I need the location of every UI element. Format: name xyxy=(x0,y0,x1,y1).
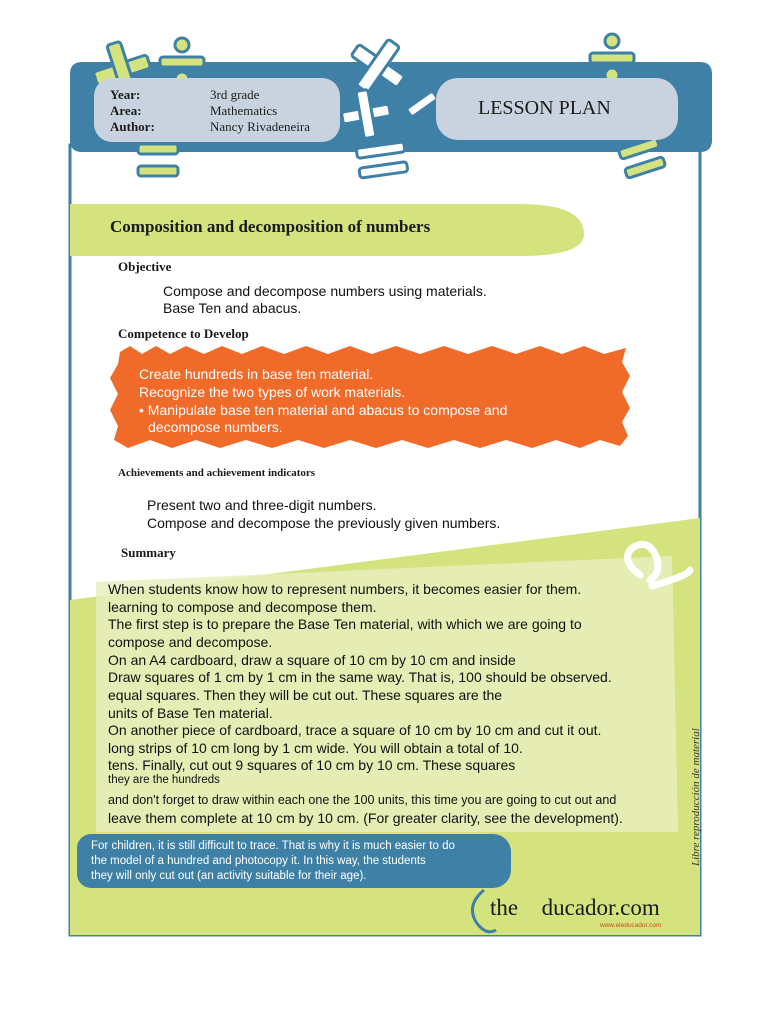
header-info-box xyxy=(94,78,340,142)
summary-line: they are the hundreds xyxy=(108,774,220,786)
year-label: Year: xyxy=(110,87,141,102)
competence-line: Create hundreds in base ten material. xyxy=(139,366,374,382)
competence-line: Recognize the two types of work materials. xyxy=(139,384,406,400)
summary-line: units of Base Ten material. xyxy=(108,705,273,721)
area-value: Mathematics xyxy=(210,103,278,118)
note-box xyxy=(77,834,511,888)
author-label: Author: xyxy=(110,119,155,134)
logo-suffix: ducador.com xyxy=(541,895,660,920)
objective-line: Base Ten and abacus. xyxy=(163,300,302,316)
summary-line: The first step is to prepare the Base Ten material, with which we are going to xyxy=(108,616,582,632)
summary-line: When students know how to represent numbers, it becomes easier for them. xyxy=(108,581,582,597)
area-label: Area: xyxy=(110,103,142,118)
year-value: 3rd grade xyxy=(210,87,260,102)
author-value: Nancy Rivadeneira xyxy=(210,119,310,134)
summary-line: learning to compose and decompose them. xyxy=(108,599,377,615)
note-line: the model of a hundred and photocopy it. In this way, the students xyxy=(91,855,426,867)
objective-line: Compose and decompose numbers using materials. xyxy=(163,283,487,299)
competence-heading: Competence to Develop xyxy=(118,326,249,341)
summary-line: leave them complete at 10 cm by 10 cm. (For greater clarity, see the development). xyxy=(108,810,623,826)
competence-line: decompose numbers. xyxy=(148,419,283,435)
summary-heading: Summary xyxy=(121,545,176,560)
objective-heading: Objective xyxy=(118,259,172,274)
summary-line: and don't forget to draw within each one the 100 units, this time you are going to cut out and xyxy=(108,793,617,807)
logo-url: www.eleducador.com xyxy=(600,922,662,929)
achievements-heading: Achievements and achievement indicators xyxy=(118,467,316,479)
summary-line: tens. Finally, cut out 9 squares of 10 cm by 10 cm. These squares xyxy=(108,757,516,773)
summary-line: On another piece of cardboard, trace a square of 10 cm by 10 cm and cut it out. xyxy=(108,722,602,738)
logo-prefix: the xyxy=(490,895,519,920)
note-line: For children, it is still difficult to trace. That is why it is much easier to do xyxy=(91,840,455,852)
summary-line: Draw squares of 1 cm by 1 cm in the same way. That is, 100 should be observed. xyxy=(108,669,612,685)
lesson-title: Composition and decomposition of numbers xyxy=(110,217,431,236)
summary-line: long strips of 10 cm long by 1 cm wide. You will obtain a total of 10. xyxy=(108,740,523,756)
lesson-plan-box xyxy=(436,78,678,140)
note-line: they will only cut out (an activity suitable for their age). xyxy=(91,870,367,882)
achievement-line: Present two and three-digit numbers. xyxy=(147,497,377,513)
achievement-line: Compose and decompose the previously given numbers. xyxy=(147,515,501,531)
summary-line: equal squares. Then they will be cut out. These squares are the xyxy=(108,687,503,703)
side-license-text: Libre reproducción de material xyxy=(690,728,702,866)
summary-line: On an A4 cardboard, draw a square of 10 cm by 10 cm and inside xyxy=(108,652,516,668)
eleducador-logo xyxy=(490,895,660,921)
lesson-plan-title: LESSON PLAN xyxy=(478,97,611,119)
competence-line: • Manipulate base ten material and abacus to compose and xyxy=(139,402,508,418)
summary-line: compose and decompose. xyxy=(108,634,273,650)
